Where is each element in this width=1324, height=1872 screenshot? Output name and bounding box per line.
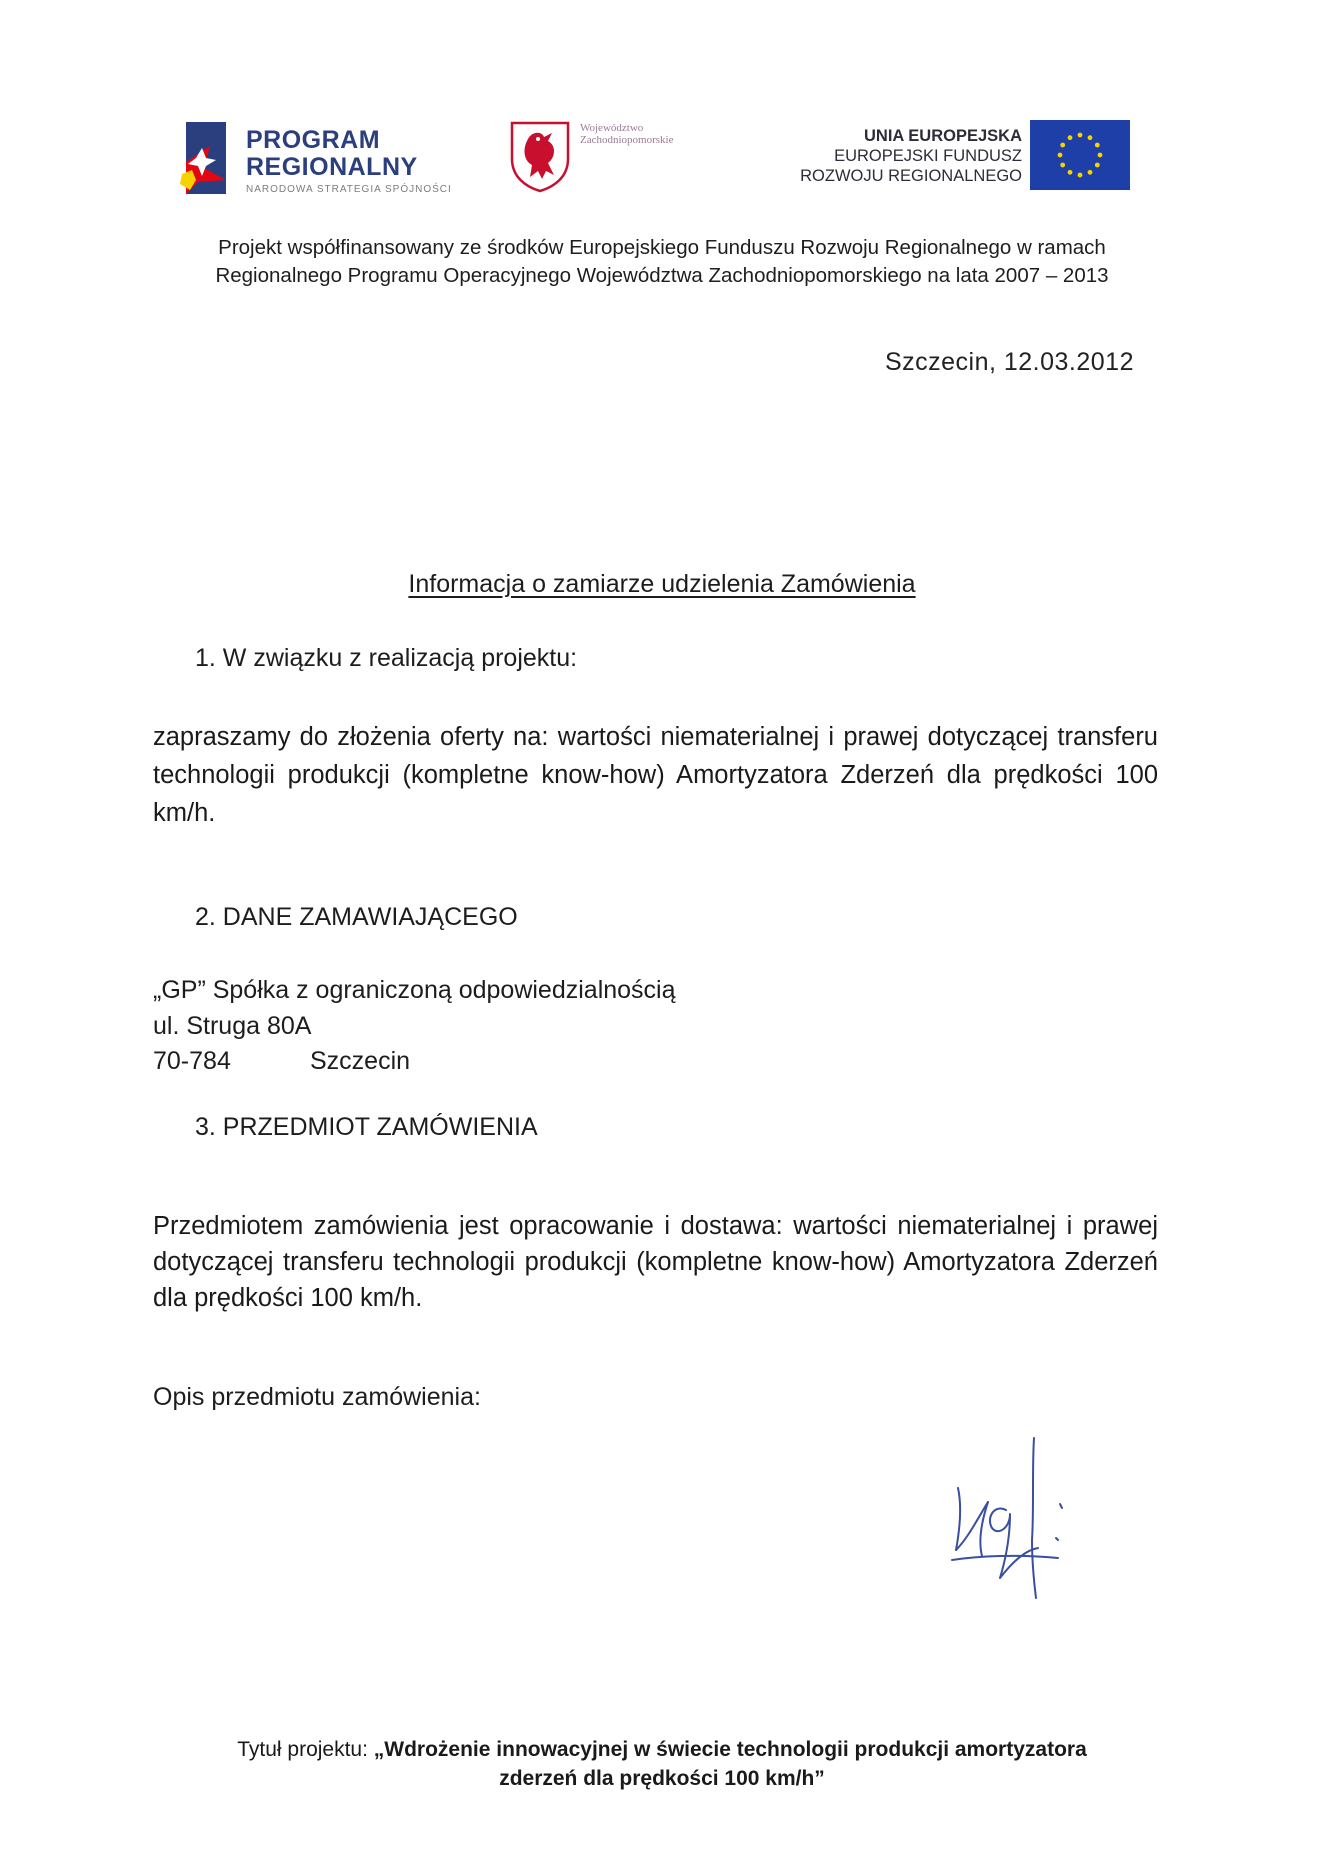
eu-logo-line3: ROZWOJU REGIONALNEGO: [800, 167, 1022, 185]
company-city: Szczecin: [310, 1047, 411, 1075]
section3-heading: 3. PRZEDMIOT ZAMÓWIENIA: [195, 1113, 538, 1141]
section1-heading: 1. W związku z realizacją projektu:: [195, 644, 578, 672]
program-logo-title-line1: PROGRAM: [246, 126, 381, 154]
place-and-date: Szczecin, 12.03.2012: [884, 348, 1134, 376]
eu-logo: [770, 118, 1130, 194]
program-logo-title-line2: REGIONALNY: [246, 153, 418, 181]
description-label: Opis przedmiotu zamówienia:: [153, 1383, 481, 1411]
program-regionalny-icon: [180, 118, 230, 198]
project-title-footer: [150, 1735, 1174, 1793]
voivodeship-logo-line1: Województwo: [580, 122, 644, 134]
cofinancing-statement: [150, 234, 1174, 290]
cofinancing-line2: Regionalnego Programu Operacyjnego Województwa Zachodniopomorskiego na lata 2007 – 2013: [215, 264, 1109, 287]
section3-paragraph: Przedmiotem zamówienia jest opracowanie i dostawa: wartości niematerialnej i prawej dotyczącej transferu technologii produkcji (kompletne know-how) Amortyzatora Zderzeń dla prędkości 100 km/h.: [153, 1212, 1158, 1312]
eu-logo-line1: UNIA EUROPEJSKA: [864, 127, 1022, 145]
voivodeship-logo: [508, 116, 748, 196]
program-logo-subtitle: NARODOWA STRATEGIA SPÓJNOŚCI: [246, 184, 452, 195]
section2-heading: 2. DANE ZAMAWIAJĄCEGO: [195, 903, 518, 931]
eu-logo-text: [800, 126, 1022, 186]
project-title-label: Tytuł projektu:: [237, 1738, 374, 1761]
section1-paragraph: zapraszamy do złożenia oferty na: wartości niematerialnej i prawej dotyczącej transferu technologii produkcji (kompletne know-how) Amortyzatora Zderzeń dla prędkości 100 km/h.: [153, 723, 1158, 827]
project-title-text-line2: zderzeń dla prędkości 100 km/h”: [499, 1767, 825, 1790]
project-title-line1: [150, 1735, 1174, 1764]
document-title: [0, 570, 1324, 599]
eu-flag-icon: [1030, 120, 1130, 190]
voivodeship-logo-line2: Zachodniopomorskie: [580, 134, 674, 146]
cofinancing-line1: Projekt współfinansowany ze środków Europejskiego Funduszu Rozwoju Regionalnego w ramach: [218, 236, 1106, 259]
company-street: ul. Struga 80A: [153, 1012, 312, 1040]
eu-logo-line2: EUROPEJSKI FUNDUSZ: [834, 147, 1022, 165]
griffin-coat-of-arms-icon: [508, 119, 572, 193]
project-title-line2: [150, 1764, 1174, 1793]
handwritten-signature: [948, 1410, 1088, 1600]
company-postal-code: 70-784: [153, 1047, 231, 1075]
company-name: „GP” Spółka z ograniczoną odpowiedzialnością: [153, 976, 676, 1004]
program-regionalny-logo: [180, 118, 480, 198]
project-title-text-line1: „Wdrożenie innowacyjnej w świecie technologii produkcji amortyzatora: [373, 1738, 1087, 1761]
document-title-text: Informacja o zamiarze udzielenia Zamówienia: [408, 570, 916, 598]
voivodeship-logo-text: [580, 122, 673, 146]
